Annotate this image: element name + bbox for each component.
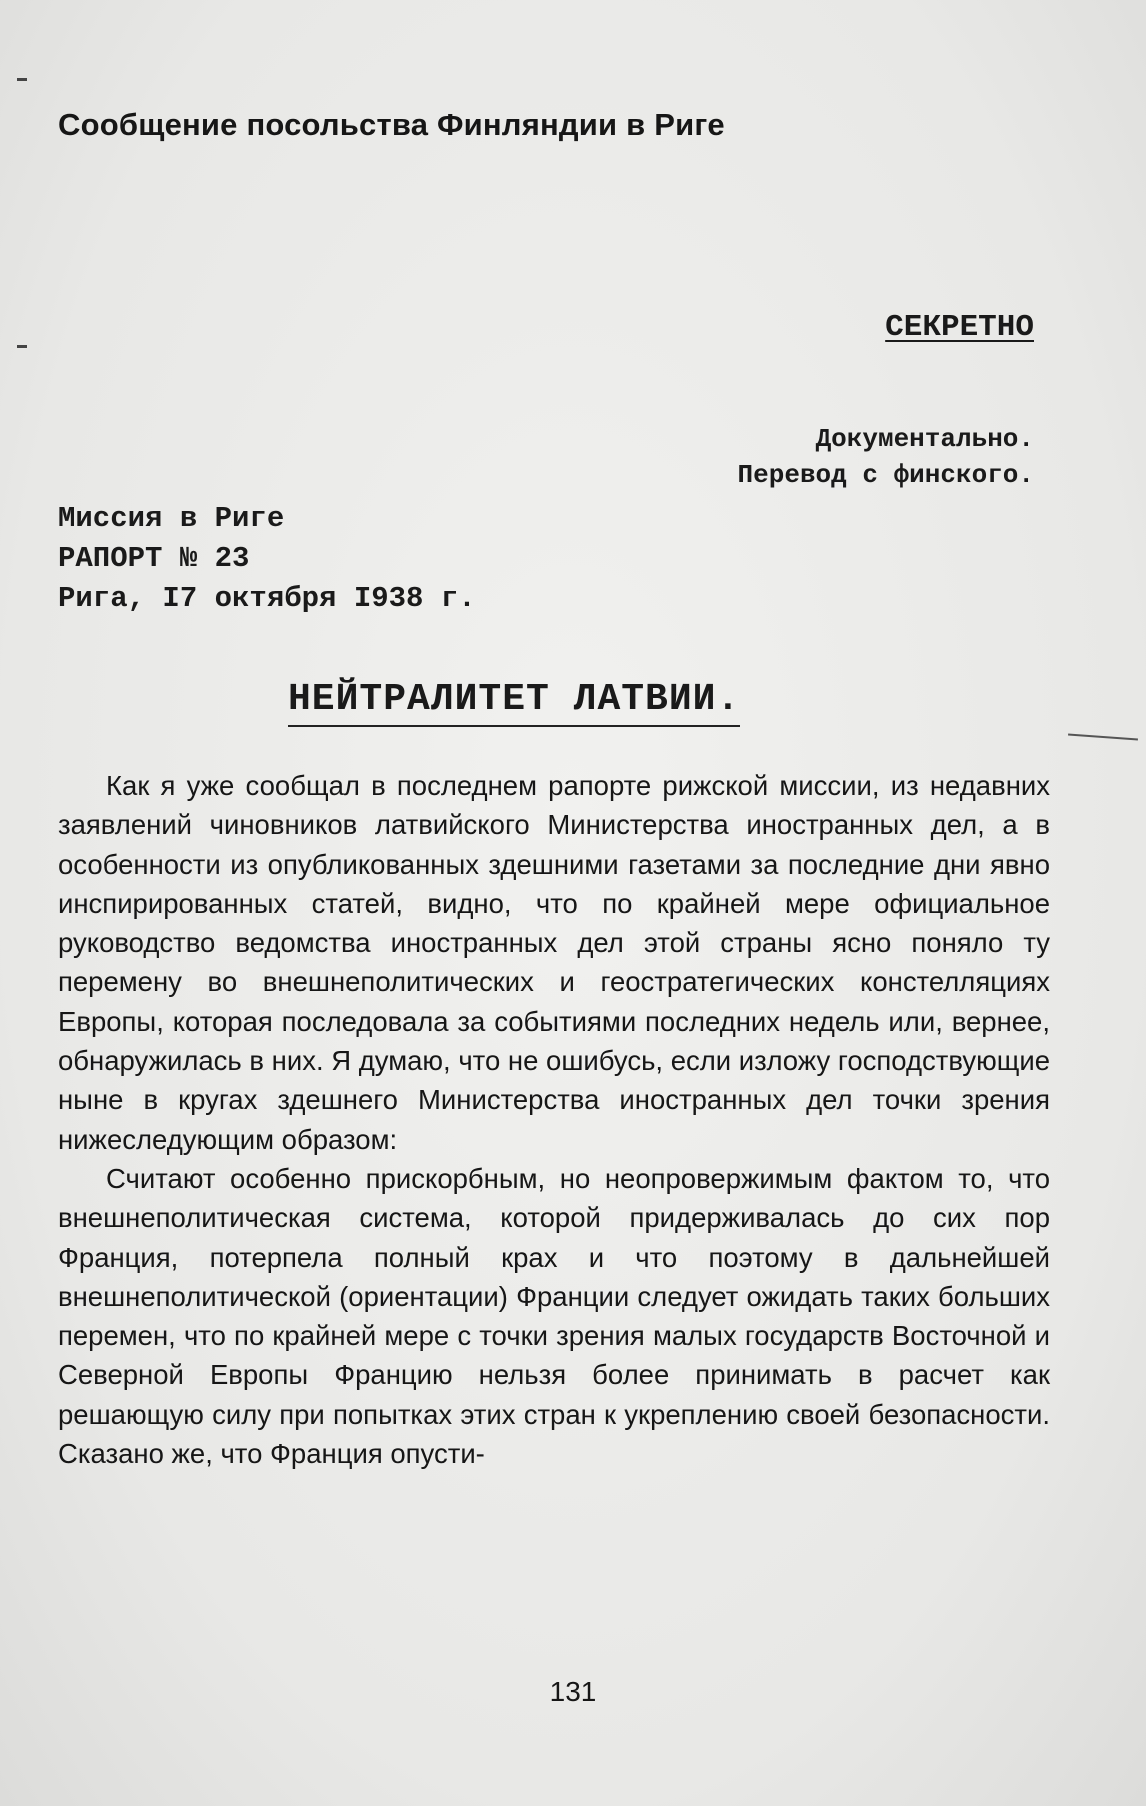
edge-line <box>1068 734 1138 741</box>
report-subject: НЕЙТРАЛИТЕТ ЛАТВИИ. <box>288 678 740 727</box>
translation-note: Перевод с финского. <box>737 460 1034 490</box>
body-paragraph: Как я уже сообщал в последнем рапорте рижской миссии, из недавних заявлений чиновников латвийского Министерства иностранных дел, а в особенности из опубликованных здешними газетами за последние дни явно инспирированных статей, видно, что по крайней мере официальное руководство ведомства иностранных дел этой страны ясно поняло ту перемену во внешнеполитических и геостратегических констелляциях Европы, которая последовала за событиями последних недель или, вернее, обнаружилась в них. Я думаю, что не ошибусь, если изложу господствующие ныне в кругах здешнего Министерства иностранных дел точки зрения нижеследующим образом: <box>58 770 1050 1155</box>
page-title: Сообщение посольства Финляндии в Риге <box>58 107 725 142</box>
page-number: 131 <box>549 1676 597 1707</box>
report-number: РАПОРТ № 23 <box>58 542 250 575</box>
mission-name: Миссия в Риге <box>58 502 285 535</box>
margin-mark <box>17 345 27 348</box>
report-body <box>58 766 1050 1473</box>
body-paragraph: Считают особенно прискорбным, но неопровержимым фактом то, что внешнеполитическая система, которой придерживалась до сих пор Франция, потерпела полный крах и что поэтому в дальнейшей внешнеполитической (ориентации) Франции следует ожидать таких больших перемен, что по крайней мере с точки зрения малых государств Восточной и Северной Европы Францию нельзя более принимать в расчет как решающую силу при попытках этих стран к укреплению своей безопасности. Сказано же, что Франция опусти- <box>58 1162 1050 1470</box>
place-date: Рига, I7 октября I938 г. <box>58 582 476 615</box>
classification-label: СЕКРЕТНО <box>885 310 1034 345</box>
margin-mark <box>17 78 27 81</box>
documentary-note: Документально. <box>815 424 1034 454</box>
